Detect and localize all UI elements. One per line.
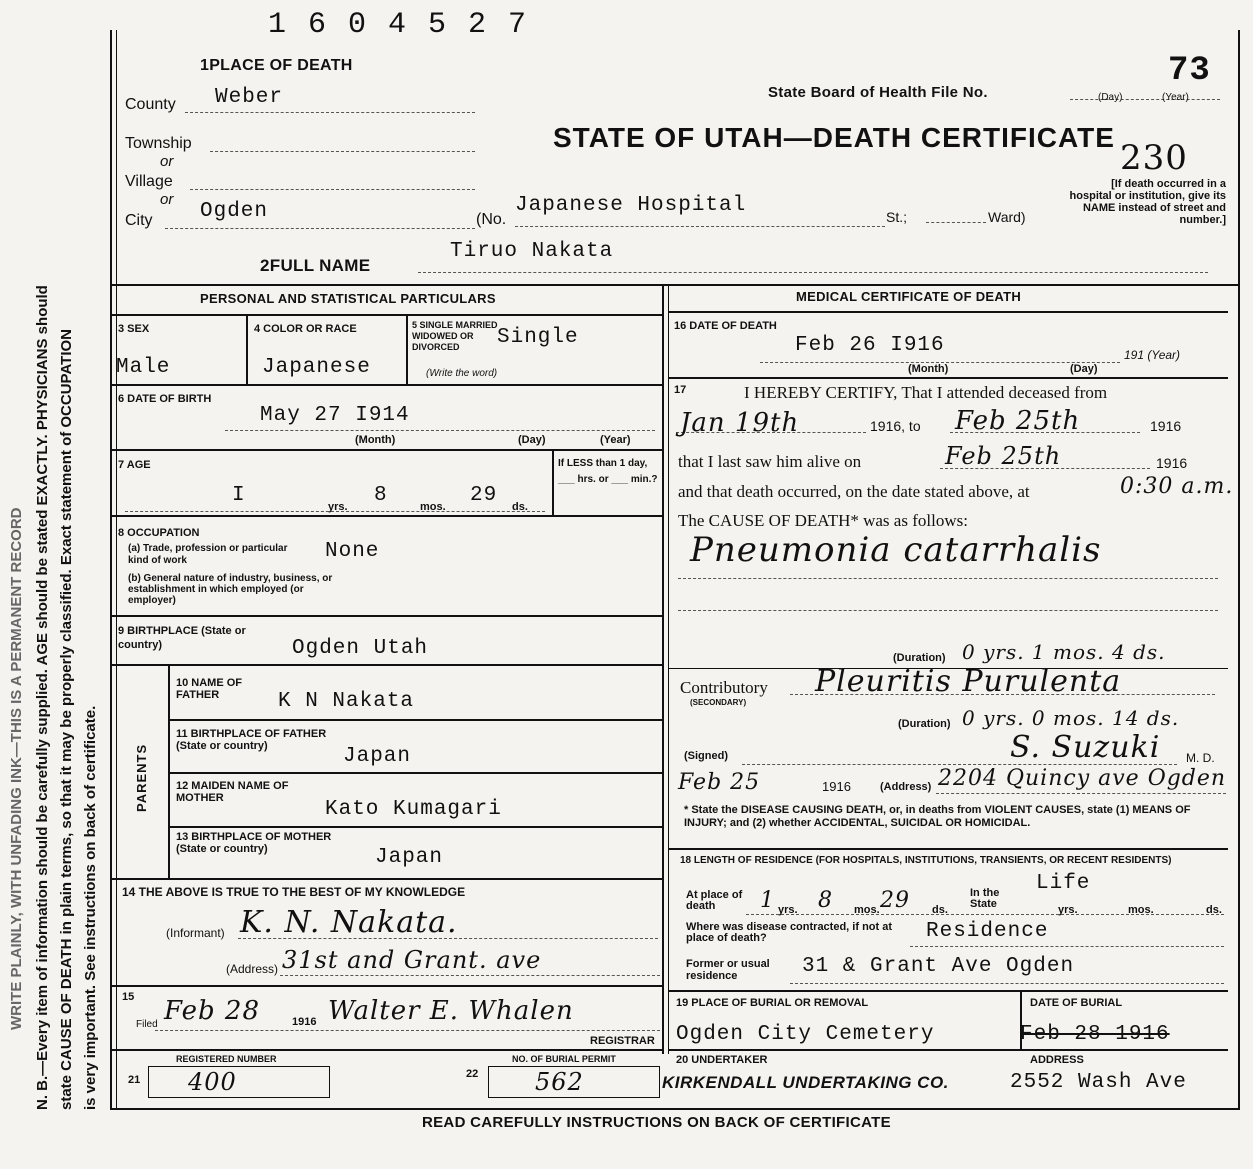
year-caption: (Year)	[600, 434, 631, 446]
mos-caption: mos.	[1128, 904, 1154, 916]
death-occurred-label: and that death occurred, on the date stated above, at	[678, 482, 1030, 501]
filed-label: Filed	[136, 1019, 158, 1030]
contributory-cause: Pleuritis Purulenta	[815, 664, 1122, 699]
secondary-caption: (SECONDARY)	[690, 698, 747, 707]
age-label: 7 AGE	[118, 459, 151, 471]
last-saw-year: 1916	[1156, 455, 1188, 471]
mother-birthplace-label: 13 BIRTHPLACE OF MOTHER (State or country)	[176, 831, 332, 855]
marital-write-note: (Write the word)	[426, 368, 498, 379]
filed-date: Feb 28	[164, 996, 260, 1026]
duration-label-2: (Duration)	[898, 718, 951, 730]
md-label: M. D.	[1186, 751, 1215, 765]
frame-bottom-border	[110, 1108, 1240, 1110]
city-value: Ogden	[200, 200, 269, 223]
burial-place-value: Ogden City Cemetery	[676, 1023, 935, 1046]
column-divider	[662, 284, 664, 1054]
date-of-death-year: 191 (Year)	[1124, 348, 1181, 362]
or-label: or	[160, 153, 174, 170]
residence-years: 1	[760, 888, 775, 913]
city-label: City	[125, 212, 153, 229]
marital-value: Single	[497, 326, 579, 349]
mother-name-value: Kato Kumagari	[325, 798, 502, 821]
undertaker-label: 20 UNDERTAKER	[676, 1054, 768, 1066]
item-21-number: 21	[128, 1074, 141, 1086]
occupation-a-label: (a) Trade, profession or particular kind of work	[128, 543, 288, 566]
cause-of-death: Pneumonia catarrhalis	[690, 530, 1102, 570]
color-race-value: Japanese	[262, 356, 371, 379]
attended-from-year: 1916, to	[870, 418, 921, 434]
cause-label: The CAUSE OF DEATH* was as follows:	[678, 511, 968, 530]
margin-note-1: N. B.—Every item of information should be carefully supplied. AGE should be stated EXACTLY. PHYSICIANS should	[34, 285, 51, 1110]
attended-to-year: 1916	[1150, 418, 1182, 434]
in-state-label: In the State	[970, 887, 1000, 910]
item-15-number: 15	[122, 991, 135, 1003]
informant-signature: K. N. Nakata.	[240, 905, 458, 940]
county-label: County	[125, 96, 176, 113]
attended-from-date: Jan 19th	[680, 408, 800, 438]
street-no-label: (No.	[476, 211, 507, 228]
place-of-death-heading: 1PLACE OF DEATH	[200, 57, 353, 74]
burial-permit-value: 562	[535, 1068, 584, 1096]
township-label: Township	[125, 135, 192, 152]
or-label: or	[160, 191, 174, 208]
burial-date-value: Feb 28 1916	[1020, 1023, 1170, 1046]
date-of-death-value: Feb 26 I916	[795, 334, 945, 357]
street-label: St.;	[886, 209, 908, 225]
informant-label: (Informant)	[166, 926, 225, 940]
burial-date-label: DATE OF BURIAL	[1030, 997, 1123, 1009]
father-birthplace-label: 11 BIRTHPLACE OF FATHER (State or country)	[176, 728, 327, 752]
mos-caption: mos.	[420, 501, 446, 513]
attended-to-date: Feb 25th	[955, 406, 1081, 436]
signed-label: (Signed)	[684, 750, 728, 762]
birthplace-value: Ogden Utah	[292, 637, 429, 660]
father-birthplace-value: Japan	[343, 745, 412, 768]
file-number: 73	[1168, 52, 1211, 90]
frame-right-border	[1238, 30, 1240, 1110]
age-days: 29	[470, 484, 498, 507]
mother-name-label: 12 MAIDEN NAME OF MOTHER	[176, 780, 289, 804]
informant-address-value: 31st and Grant. ave	[282, 946, 542, 974]
undertaker-address-value: 2552 Wash Ave	[1010, 1071, 1187, 1094]
age-years: I	[232, 484, 246, 507]
certify-statement: I HEREBY CERTIFY, That I attended deceased from	[744, 383, 1108, 402]
parents-label: PARENTS	[134, 743, 149, 812]
dob-label: 6 DATE OF BIRTH	[118, 393, 212, 405]
yrs-caption: yrs.	[778, 904, 798, 916]
registered-number-label: REGISTERED NUMBER	[176, 1054, 277, 1064]
physician-signature: S. Suzuki	[1010, 730, 1161, 765]
yrs-caption: yrs.	[1058, 904, 1078, 916]
last-saw-label: that I last saw him alive on	[678, 452, 862, 471]
village-label: Village	[125, 173, 173, 190]
color-race-label: 4 COLOR OR RACE	[254, 323, 357, 335]
mother-birthplace-value: Japan	[375, 846, 444, 869]
last-saw-date: Feb 25th	[945, 442, 1062, 470]
registrar-signature: Walter E. Whalen	[328, 996, 574, 1026]
mos-caption: mos.	[854, 904, 880, 916]
duration-2-value: 0 yrs. 0 mos. 14 ds.	[962, 706, 1180, 730]
cause-footnote: * State the DISEASE CAUSING DEATH, or, in deaths from VIOLENT CAUSES, state (1) MEANS OF INJURY; and (2) whether ACCIDENTAL, SUICIDAL OR HOMICIDAL.	[684, 804, 1191, 829]
informant-address-label: (Address)	[226, 962, 279, 976]
register-number: 230	[1120, 138, 1188, 178]
day-caption: (Day)	[1070, 363, 1098, 375]
father-name-value: K N Nakata	[278, 690, 415, 713]
yrs-caption: yrs.	[328, 501, 348, 513]
sign-year: 1916	[822, 779, 851, 794]
personal-section-heading: PERSONAL AND STATISTICAL PARTICULARS	[200, 291, 496, 306]
physician-address-label: (Address)	[880, 781, 932, 793]
file-no-label: State Board of Health File No.	[768, 84, 988, 101]
physician-address: 2204 Quincy ave Ogden	[938, 766, 1227, 791]
date-of-death-label: 16 DATE OF DEATH	[674, 320, 777, 332]
father-name-label: 10 NAME OF FATHER	[176, 677, 243, 701]
former-residence-label: Former or usual residence	[686, 958, 770, 982]
disease-contracted-value: Residence	[926, 920, 1049, 943]
registered-number-value: 400	[188, 1068, 237, 1096]
occupation-value: None	[325, 540, 380, 563]
day-caption: (Day)	[518, 434, 546, 446]
contributory-label: Contributory	[680, 678, 768, 697]
certificate-title: STATE OF UTAH—DEATH CERTIFICATE	[553, 122, 1115, 153]
ward-label: Ward)	[988, 209, 1026, 225]
residence-months: 8	[818, 888, 833, 913]
month-caption: (Month)	[355, 434, 396, 446]
burial-place-label: 19 PLACE OF BURIAL OR REMOVAL	[676, 997, 869, 1009]
knowledge-statement: 14 THE ABOVE IS TRUE TO THE BEST OF MY KNOWLEDGE	[122, 885, 466, 899]
ds-caption: ds.	[512, 501, 528, 513]
ds-caption: ds.	[932, 904, 948, 916]
former-residence-value: 31 & Grant Ave Ogden	[802, 955, 1075, 978]
disease-contracted-label: Where was disease contracted, if not at place of death?	[686, 921, 893, 944]
burial-permit-label: NO. OF BURIAL PERMIT	[512, 1054, 616, 1064]
duration-1-value: 0 yrs. 1 mos. 4 ds.	[962, 640, 1166, 664]
medical-section-heading: MEDICAL CERTIFICATE OF DEATH	[796, 289, 1022, 304]
registered-number-box	[148, 1066, 330, 1098]
dob-value: May 27 I914	[260, 404, 410, 427]
age-months: 8	[374, 484, 388, 507]
sign-date: Feb 25	[678, 770, 761, 795]
residence-days: 29	[880, 888, 910, 913]
hospital-note: [If death occurred in a hospital or institution, give its NAME instead of street and number.]	[1069, 178, 1226, 226]
certificate-serial-number: 1 6 0 4 5 2 7	[268, 8, 529, 42]
sex-value: Male	[116, 356, 171, 379]
ds-caption: ds.	[1206, 904, 1222, 916]
birthplace-label: 9 BIRTHPLACE (State or country)	[118, 625, 246, 651]
in-state-value: Life	[1036, 872, 1091, 895]
item-17-number: 17	[674, 384, 687, 396]
marital-label: 5 SINGLE MARRIED WIDOWED OR DIVORCED	[412, 320, 498, 352]
margin-note-2: state CAUSE OF DEATH in plain terms, so that it may be properly classified. Exact statement of OCCUPATION	[58, 329, 75, 1110]
sex-label: 3 SEX	[118, 323, 150, 335]
filed-year: 1916	[292, 1016, 317, 1028]
registrar-label: REGISTRAR	[590, 1035, 655, 1047]
frame-left-border	[110, 30, 112, 1110]
occupation-label: 8 OCCUPATION	[118, 527, 200, 539]
footer-instructions: READ CAREFULLY INSTRUCTIONS ON BACK OF CERTIFICATE	[422, 1114, 891, 1131]
undertaker-address-label: ADDRESS	[1030, 1054, 1084, 1066]
item-22-number: 22	[466, 1068, 479, 1080]
county-value: Weber	[215, 86, 284, 109]
undertaker-value: KIRKENDALL UNDERTAKING CO.	[662, 1073, 949, 1092]
margin-note-3: is very important. See instructions on back of certificate.	[82, 705, 99, 1110]
full-name-value: Tiruo Nakata	[450, 240, 614, 263]
time-of-death: 0:30 a.m.	[1120, 474, 1234, 499]
at-place-label: At place of death	[686, 889, 743, 912]
full-name-label: 2FULL NAME	[260, 256, 371, 275]
margin-note-4: WRITE PLAINLY, WITH UNFADING INK—THIS IS A PERMANENT RECORD	[8, 507, 25, 1030]
month-caption: (Month)	[908, 363, 949, 375]
less-than-day-label: If LESS than 1 day, ___ hrs. or ___ min.?	[558, 458, 658, 485]
occupation-b-label: (b) General nature of industry, business, or establishment in which employed (or employer)	[128, 573, 333, 606]
hospital-name: Japanese Hospital	[515, 194, 747, 217]
duration-label-1: (Duration)	[893, 652, 946, 664]
residence-label: 18 LENGTH OF RESIDENCE (FOR HOSPITALS, INSTITUTIONS, TRANSIENTS, OR RECENT RESIDENTS)	[680, 855, 1172, 866]
